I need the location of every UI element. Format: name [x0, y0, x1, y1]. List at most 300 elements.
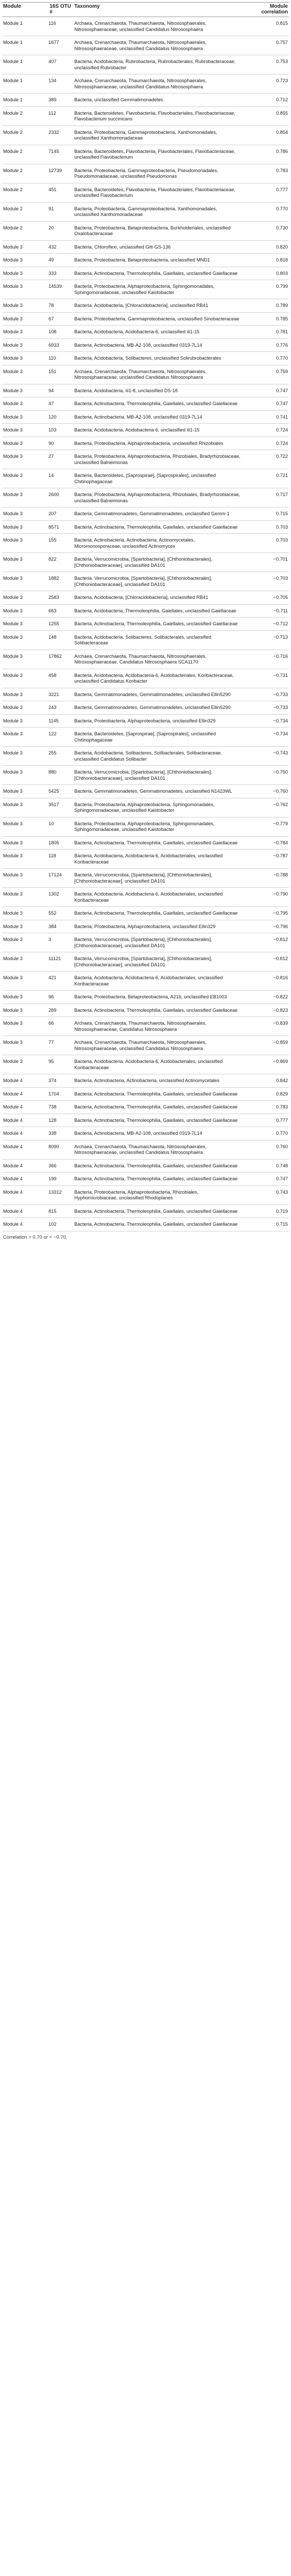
cell-module: Module 3: [2, 869, 48, 888]
cell-module: Module 3: [2, 688, 48, 701]
cell-correlation: 0.719: [244, 1205, 289, 1218]
cell-module: Module 1: [2, 36, 48, 55]
cell-correlation: 0.776: [244, 338, 289, 352]
cell-taxonomy: Bacteria, Actinobacteria, Thermoleophilia, Gaiellales, unclassified Gaiellaceae: [73, 397, 244, 411]
table-row: [2, 798, 289, 817]
cell-correlation: 0.803: [244, 267, 289, 280]
cell-correlation: −0.784: [244, 836, 289, 850]
cell-module: Module 3: [2, 920, 48, 933]
cell-taxonomy: Bacteria, Actinobacteria, MB-A2-108, unclassified 0319-7L14: [73, 410, 244, 424]
cell-correlation: 0.748: [244, 1159, 289, 1173]
table-row: [2, 1055, 289, 1074]
cell-taxonomy: Bacteria, Proteobacteria, Alphaproteobacteria, unclassified Ellin329: [73, 714, 244, 728]
cell-taxonomy: Bacteria, Proteobacteria, Alphaproteobacteria, Sphingomonadales, Sphingomonadaceae, unclassified Kaistobacter: [73, 280, 244, 299]
cell-otu: 128: [48, 1114, 73, 1127]
cell-otu: 1145: [48, 714, 73, 728]
cell-otu: 14: [48, 469, 73, 488]
table-row: [2, 469, 289, 488]
table-row: [2, 74, 289, 94]
cell-correlation: 0.777: [244, 183, 289, 202]
table-row: [2, 338, 289, 352]
table-row: [2, 1185, 289, 1205]
cell-otu: 3221: [48, 688, 73, 701]
cell-otu: 11121: [48, 952, 73, 971]
cell-module: Module 2: [2, 221, 48, 240]
table-row: [2, 507, 289, 521]
cell-otu: 880: [48, 766, 73, 785]
table-row: [2, 1205, 289, 1218]
cell-correlation: 0.760: [244, 1140, 289, 1159]
cell-otu: 116: [48, 17, 73, 36]
table-header: [2, 3, 289, 17]
cell-module: Module 3: [2, 507, 48, 521]
cell-taxonomy: Bacteria, Proteobacteria, Betaproteobacteria, Burkholderiales, unclassified Oxalobacteraceae: [73, 221, 244, 240]
cell-module: Module 3: [2, 437, 48, 450]
cell-module: Module 3: [2, 410, 48, 424]
cell-correlation: −0.734: [244, 728, 289, 747]
table-row: [2, 424, 289, 437]
cell-taxonomy: Bacteria, Proteobacteria, Alphaproteobacteria, Rhizobiales, Hyphomicrobiaceae, unclassified Rhodoplanes: [73, 1185, 244, 1205]
table-row: [2, 365, 289, 384]
cell-taxonomy: Bacteria, Gemmatimonadetes, Gemmatimonadetes, unclassified Ellin5290: [73, 701, 244, 715]
cell-correlation: −0.869: [244, 1055, 289, 1074]
cell-correlation: 0.730: [244, 221, 289, 240]
cell-taxonomy: Bacteria, Actinobacteria, MB-A2-108, unclassified 0319-7L14: [73, 338, 244, 352]
header-row: [2, 3, 289, 17]
cell-module: Module 3: [2, 604, 48, 618]
cell-otu: 155: [48, 534, 73, 553]
cell-taxonomy: Bacteria, Acidobacteria, Acidobacteria-6, Acidobacteriales, unclassified Koribacteraceae: [73, 850, 244, 869]
cell-module: Module 3: [2, 701, 48, 715]
table-row: [2, 618, 289, 631]
cell-correlation: 0.753: [244, 55, 289, 74]
cell-module: Module 4: [2, 1173, 48, 1186]
cell-correlation: −0.750: [244, 766, 289, 785]
cell-taxonomy: Bacteria, Acidobacteria, Acidobacteria-6, Acidobacteriales, unclassified Koribacteraceae: [73, 888, 244, 907]
cell-module: Module 4: [2, 1205, 48, 1218]
cell-otu: 112: [48, 106, 73, 126]
cell-taxonomy: Archaea, Crenarchaeota, Thaumarchaeota, Nitrososphaerales, Nitrososphaeraceae, Candidatus Nitrososphaera: [73, 1017, 244, 1036]
cell-taxonomy: Bacteria, Actinobacteria, Thermoleophilia, Gaiellales, unclassified Gaiellaceae: [73, 1114, 244, 1127]
cell-module: Module 1: [2, 17, 48, 36]
cell-taxonomy: Bacteria, Actinobacteria, Thermoleophilia, Gaiellales, unclassified Gaiellaceae: [73, 1218, 244, 1231]
cell-correlation: −0.762: [244, 798, 289, 817]
table-row: [2, 352, 289, 365]
table-row: [2, 971, 289, 991]
cell-taxonomy: Bacteria, Actinobacteria, Thermoleophilia, Gaiellales, unclassified Gaiellaceae: [73, 1101, 244, 1114]
cell-module: Module 3: [2, 384, 48, 397]
cell-otu: 5425: [48, 785, 73, 798]
cell-correlation: −0.711: [244, 604, 289, 618]
cell-correlation: 0.724: [244, 437, 289, 450]
cell-otu: 3: [48, 933, 73, 952]
cell-taxonomy: Bacteria, Verrucomicrobia, [Spartobacteria], [Chthoniobacterales], [Chthoniobacteraceae], unclassified DA101: [73, 933, 244, 952]
cell-otu: 90: [48, 437, 73, 450]
cell-module: Module 3: [2, 747, 48, 766]
cell-correlation: 0.783: [244, 164, 289, 183]
cell-module: Module 2: [2, 202, 48, 221]
cell-correlation: 0.854: [244, 126, 289, 145]
cell-correlation: 0.715: [244, 507, 289, 521]
table-row: [2, 991, 289, 1004]
cell-correlation: 0.723: [244, 74, 289, 94]
cell-module: Module 2: [2, 183, 48, 202]
table-row: [2, 907, 289, 920]
cell-module: Module 3: [2, 591, 48, 605]
cell-taxonomy: Bacteria, Actinobacteria, Thermoleophilia, Gaiellales, unclassified Gaiellaceae: [73, 1205, 244, 1218]
cell-taxonomy: Bacteria, Actinobacteria, Thermoleophilia, Gaiellales, unclassified Gaiellaceae: [73, 267, 244, 280]
cell-taxonomy: Archaea, Crenarchaeota, Thaumarchaeota, Nitrososphaerales, Nitrososphaeraceae, unclassified Candidatus Nitrososphaera: [73, 36, 244, 55]
table-row: [2, 17, 289, 36]
cell-correlation: 0.743: [244, 1185, 289, 1205]
table-row: [2, 36, 289, 55]
cell-otu: 366: [48, 1159, 73, 1173]
cell-taxonomy: Bacteria, Acidobacteria, Solibacteres, Solibacterales, Solibacteraceae, unclassified Candidatus Solibacter: [73, 747, 244, 766]
cell-module: Module 3: [2, 553, 48, 572]
cell-taxonomy: Bacteria, Proteobacteria, Alphaproteobacteria, Sphingomonadales, Sphingomonadaceae, unclassified Kaistobacter: [73, 817, 244, 836]
cell-correlation: 0.815: [244, 17, 289, 36]
cell-taxonomy: Bacteria, Proteobacteria, Gammaproteobacteria, Pseudomonadales, Pseudomonadaceae, unclassified Pseudomonas: [73, 164, 244, 183]
cell-taxonomy: Archaea, Crenarchaeota, Thaumarchaeota, Nitrososphaerales, Nitrososphaeraceae, unclassified Candidatus Nitrososphaera: [73, 17, 244, 36]
cell-correlation: 0.799: [244, 280, 289, 299]
cell-module: Module 3: [2, 714, 48, 728]
cell-taxonomy: Archaea, Crenarchaeota, Thaumarchaeota, Nitrososphaerales, Nitrososphaeraceae, unclassified Candidatus Nitrososphaera: [73, 74, 244, 94]
table-row: [2, 1114, 289, 1127]
cell-correlation: 0.712: [244, 94, 289, 107]
table-row: [2, 437, 289, 450]
cell-correlation: 0.759: [244, 365, 289, 384]
cell-correlation: 0.842: [244, 1074, 289, 1088]
cell-correlation: 0.724: [244, 424, 289, 437]
cell-taxonomy: Bacteria, Proteobacteria, Gammaproteobacteria, Xanthomonadales, unclassified Xanthomonadaceae: [73, 202, 244, 221]
table-row: [2, 126, 289, 145]
cell-module: Module 3: [2, 971, 48, 991]
table-row: [2, 55, 289, 74]
table-row: [2, 836, 289, 850]
cell-correlation: 0.721: [244, 469, 289, 488]
table-row: [2, 164, 289, 183]
table-row: [2, 714, 289, 728]
cell-taxonomy: Bacteria, Actinobacteria, Thermoleophilia, Gaiellales, unclassified Gaiellaceae: [73, 1173, 244, 1186]
cell-otu: 407: [48, 55, 73, 74]
cell-taxonomy: Bacteria, Proteobacteria, Alphaproteobacteria, Sphingomonadales, Sphingomonadaceae, unclassified Kaistobacter: [73, 798, 244, 817]
table-row: [2, 534, 289, 553]
cell-module: Module 3: [2, 1055, 48, 1074]
cell-module: Module 4: [2, 1101, 48, 1114]
table-row: [2, 384, 289, 397]
cell-correlation: 0.703: [244, 534, 289, 553]
cell-taxonomy: Bacteria, Acidobacteria, iii1-8, unclassified DS-18: [73, 384, 244, 397]
cell-taxonomy: Bacteria, Acidobacteria, Thermoleophilia, Gaiellales, unclassified Gaiellaceae: [73, 604, 244, 618]
cell-correlation: 0.747: [244, 384, 289, 397]
cell-otu: 151: [48, 365, 73, 384]
cell-module: Module 4: [2, 1074, 48, 1088]
cell-correlation: 0.770: [244, 202, 289, 221]
cell-taxonomy: Bacteria, Acidobacteria, Acidobacteria-6, unclassified iii1-15: [73, 326, 244, 339]
cell-otu: 120: [48, 410, 73, 424]
cell-taxonomy: Bacteria, Acidobacteria, Solibacteres, Solibacterales, unclassified Solibacteraceae: [73, 630, 244, 650]
cell-taxonomy: Archaea, Crenarchaeota, Thaumarchaeota, Nitrososphaerales, Nitrososphaeraceae, unclassified Candidatus Nitrososphaera: [73, 1036, 244, 1055]
cell-taxonomy: Bacteria, Acidobacteria, Acidobacteria-6, Acidobacteriales, unclassified Koribacteraceae: [73, 971, 244, 991]
cell-module: Module 3: [2, 280, 48, 299]
cell-otu: 421: [48, 971, 73, 991]
cell-otu: 95: [48, 1055, 73, 1074]
table-row: [2, 1101, 289, 1114]
cell-module: Module 2: [2, 106, 48, 126]
cell-taxonomy: Bacteria, Proteobacteria, Betaproteobacteria, A21b, unclassified EB1003: [73, 991, 244, 1004]
cell-correlation: 0.722: [244, 450, 289, 469]
header-correlation: Module correlation: [244, 3, 289, 17]
cell-correlation: −0.859: [244, 1036, 289, 1055]
cell-module: Module 3: [2, 650, 48, 669]
cell-correlation: 0.757: [244, 36, 289, 55]
cell-module: Module 3: [2, 785, 48, 798]
cell-taxonomy: Bacteria, unclassified Gemmatimonadetes: [73, 94, 244, 107]
cell-otu: 103: [48, 424, 73, 437]
table-row: [2, 202, 289, 221]
cell-taxonomy: Bacteria, Proteobacteria, Alphaproteobacteria, Rhizobiales, Bradyrhizobiaceae, unclassified Balneimonas: [73, 450, 244, 469]
cell-taxonomy: Bacteria, Actinobacteria, Actinobacteria, Actinomycetales, Micromonosporaceae, unclassified Actinomyces: [73, 534, 244, 553]
table-row: [2, 488, 289, 507]
cell-correlation: −0.839: [244, 1017, 289, 1036]
table-row: [2, 669, 289, 688]
cell-module: Module 3: [2, 888, 48, 907]
table-row: [2, 920, 289, 933]
cell-correlation: −0.779: [244, 817, 289, 836]
cell-correlation: 0.747: [244, 1173, 289, 1186]
cell-taxonomy: Bacteria, Gemmatimonadetes, Gemmatimonadetes, unclassified Ellin5290: [73, 688, 244, 701]
cell-taxonomy: Bacteria, Acidobacteria, Acidobacteria-6, Acidobacteriales, unclassified Koribacteraceae: [73, 1055, 244, 1074]
table-row: [2, 1017, 289, 1036]
cell-correlation: −0.713: [244, 630, 289, 650]
cell-otu: 118: [48, 850, 73, 869]
cell-taxonomy: Bacteria, Acidobacteria, Acidobacteria-6, unclassified iii1-15: [73, 424, 244, 437]
cell-correlation: −0.790: [244, 888, 289, 907]
cell-module: Module 2: [2, 126, 48, 145]
cell-correlation: −0.731: [244, 669, 289, 688]
table-body: [2, 17, 289, 1231]
cell-correlation: −0.796: [244, 920, 289, 933]
cell-module: Module 4: [2, 1140, 48, 1159]
cell-correlation: −0.716: [244, 650, 289, 669]
cell-correlation: 0.783: [244, 1101, 289, 1114]
table-row: [2, 1173, 289, 1186]
cell-correlation: −0.701: [244, 553, 289, 572]
cell-correlation: 0.789: [244, 299, 289, 313]
cell-otu: 1704: [48, 1087, 73, 1101]
table-row: [2, 299, 289, 313]
table-container: [0, 0, 291, 1243]
cell-taxonomy: Bacteria, Proteobacteria, Betaproteobacteria, unclassified MND1: [73, 254, 244, 267]
table-row: [2, 553, 289, 572]
cell-otu: 20: [48, 221, 73, 240]
cell-otu: 148: [48, 630, 73, 650]
table-row: [2, 701, 289, 715]
cell-otu: 94: [48, 384, 73, 397]
cell-taxonomy: Bacteria, Gemmatimonadetes, Gemmatimonadetes, unclassified N1423WL: [73, 785, 244, 798]
cell-correlation: −0.760: [244, 785, 289, 798]
cell-taxonomy: Bacteria, Gemmatimonadetes, Gemmatimonadetes, unclassified Gemm-1: [73, 507, 244, 521]
cell-module: Module 3: [2, 669, 48, 688]
cell-otu: 333: [48, 267, 73, 280]
cell-otu: 374: [48, 1074, 73, 1088]
cell-taxonomy: Bacteria, Verrucomicrobia, [Spartobacteria], [Chthoniobacterales], [Chthoniobacteraceae], unclassified DA101: [73, 572, 244, 591]
cell-otu: 66: [48, 1017, 73, 1036]
cell-otu: 108: [48, 326, 73, 339]
header-module: Module: [2, 3, 48, 17]
cell-module: Module 3: [2, 520, 48, 534]
cell-otu: 77: [48, 1036, 73, 1055]
table-row: [2, 326, 289, 339]
cell-module: Module 3: [2, 1004, 48, 1017]
cell-correlation: 0.777: [244, 1114, 289, 1127]
cell-otu: 122: [48, 728, 73, 747]
cell-module: Module 3: [2, 766, 48, 785]
cell-otu: 2583: [48, 591, 73, 605]
table-row: [2, 254, 289, 267]
cell-module: Module 3: [2, 798, 48, 817]
cell-module: Module 3: [2, 572, 48, 591]
cell-otu: 1677: [48, 36, 73, 55]
cell-otu: 96: [48, 991, 73, 1004]
cell-correlation: 0.855: [244, 106, 289, 126]
cell-taxonomy: Bacteria, Acidobacteria, [Chloracidobacteria], unclassified RB41: [73, 299, 244, 313]
cell-otu: 451: [48, 183, 73, 202]
cell-otu: 110: [48, 352, 73, 365]
table-row: [2, 145, 289, 164]
cell-module: Module 3: [2, 618, 48, 631]
cell-otu: 134: [48, 74, 73, 94]
cell-module: Module 3: [2, 352, 48, 365]
cell-taxonomy: Bacteria, Actinobacteria, MB-A2-108, unclassified 0319-7L14: [73, 1127, 244, 1140]
cell-correlation: −0.788: [244, 869, 289, 888]
cell-module: Module 3: [2, 299, 48, 313]
table-row: [2, 397, 289, 411]
cell-correlation: −0.795: [244, 907, 289, 920]
cell-module: Module 3: [2, 817, 48, 836]
cell-module: Module 1: [2, 74, 48, 94]
cell-taxonomy: Archaea, Crenarchaeota, Thaumarchaeota, Nitrososphaerales, Nitrososphaeraceae, unclassified Candidatus Nitrososphaera: [73, 1140, 244, 1159]
cell-correlation: −0.712: [244, 618, 289, 631]
table-row: [2, 785, 289, 798]
cell-otu: 47: [48, 397, 73, 411]
table-row: [2, 183, 289, 202]
cell-correlation: 0.703: [244, 520, 289, 534]
cell-otu: 432: [48, 240, 73, 254]
table-row: [2, 410, 289, 424]
table-row: [2, 106, 289, 126]
cell-module: Module 3: [2, 907, 48, 920]
cell-otu: 552: [48, 907, 73, 920]
cell-module: Module 4: [2, 1114, 48, 1127]
cell-otu: 10: [48, 817, 73, 836]
table-row: [2, 1218, 289, 1231]
cell-module: Module 4: [2, 1185, 48, 1205]
cell-module: Module 3: [2, 630, 48, 650]
table-row: [2, 572, 289, 591]
cell-otu: 27: [48, 450, 73, 469]
cell-otu: 2332: [48, 126, 73, 145]
table-row: [2, 604, 289, 618]
cell-correlation: −0.743: [244, 747, 289, 766]
cell-module: Module 3: [2, 365, 48, 384]
table-row: [2, 1127, 289, 1140]
cell-module: Module 3: [2, 240, 48, 254]
cell-taxonomy: Bacteria, Bacteroidetes, Flavobacteriia, Flavobacteriales, Flavobacteriaceae, unclassified Flavobacterium: [73, 145, 244, 164]
cell-correlation: −0.816: [244, 971, 289, 991]
table-row: [2, 1159, 289, 1173]
cell-module: Module 3: [2, 1017, 48, 1036]
table-row: [2, 240, 289, 254]
cell-correlation: 0.741: [244, 410, 289, 424]
cell-module: Module 3: [2, 424, 48, 437]
cell-taxonomy: Bacteria, Actinobacteria, Thermoleophilia, Gaiellales, unclassified Gaiellaceae: [73, 520, 244, 534]
table-row: [2, 1036, 289, 1055]
cell-module: Module 3: [2, 450, 48, 469]
cell-correlation: 0.786: [244, 145, 289, 164]
cell-module: Module 3: [2, 312, 48, 326]
cell-module: Module 3: [2, 991, 48, 1004]
table-row: [2, 933, 289, 952]
cell-taxonomy: Bacteria, Actinobacteria, Thermoleophilia, Gaiellales, unclassified Gaiellaceae: [73, 618, 244, 631]
cell-otu: 384: [48, 920, 73, 933]
cell-taxonomy: Bacteria, Bacteroidetes, Flavobacteriia, Flavobacteriales, Flavobacteriaceae, unclassified Flavobacterium: [73, 183, 244, 202]
cell-taxonomy: Bacteria, Proteobacteria, Alphaproteobacteria, unclassified Rhizobiales: [73, 437, 244, 450]
cell-otu: 2600: [48, 488, 73, 507]
table-row: [2, 869, 289, 888]
cell-correlation: −0.734: [244, 714, 289, 728]
cell-module: Module 3: [2, 952, 48, 971]
cell-module: Module 3: [2, 254, 48, 267]
cell-module: Module 4: [2, 1087, 48, 1101]
table-row: [2, 591, 289, 605]
cell-correlation: 0.785: [244, 312, 289, 326]
cell-module: Module 3: [2, 338, 48, 352]
cell-taxonomy: Bacteria, Verrucomicrobia, [Spartobacteria], [Chthoniobacterales], [Chthoniobacteraceae], unclassified DA101: [73, 952, 244, 971]
cell-otu: 289: [48, 1004, 73, 1017]
table-row: [2, 267, 289, 280]
cell-otu: 822: [48, 553, 73, 572]
cell-module: Module 4: [2, 1127, 48, 1140]
cell-taxonomy: Bacteria, Bacteroidetes, [Saprospirae], [Saprospirales], unclassified Chitinophagaceae: [73, 728, 244, 747]
cell-taxonomy: Bacteria, Proteobacteria, Gammaproteobacteria, Xanthomonadales, unclassified Xanthomonadaceae: [73, 126, 244, 145]
cell-otu: 102: [48, 1218, 73, 1231]
table-footnote: Correlation > 0.70 or < −0.70.: [3, 1234, 68, 1240]
cell-module: Module 3: [2, 397, 48, 411]
table-row: [2, 952, 289, 971]
cell-otu: 458: [48, 669, 73, 688]
cell-module: Module 2: [2, 164, 48, 183]
cell-taxonomy: Bacteria, Actinobacteria, Thermoleophilia, Gaiellales, unclassified Gaiellaceae: [73, 1087, 244, 1101]
cell-module: Module 3: [2, 933, 48, 952]
cell-taxonomy: Bacteria, Chloroflexi, unclassified Gitt-GS-136: [73, 240, 244, 254]
table-row: [2, 630, 289, 650]
cell-otu: 17124: [48, 869, 73, 888]
cell-module: Module 3: [2, 326, 48, 339]
cell-taxonomy: Bacteria, Actinobacteria, Actinobacteria, unclassified Actinomycetales: [73, 1074, 244, 1088]
cell-otu: 14539: [48, 280, 73, 299]
cell-taxonomy: Bacteria, Proteobacteria, Alphaproteobacteria, Rhizobiales, Bradyrhizobiaceae, unclassified Balneimonas: [73, 488, 244, 507]
cell-taxonomy: Bacteria, Verrucomicrobia, [Spartobacteria], [Chthoniobacterales], [Chthoniobacteraceae], unclassified DA101: [73, 553, 244, 572]
cell-otu: 7145: [48, 145, 73, 164]
cell-module: Module 3: [2, 534, 48, 553]
cell-otu: 91: [48, 202, 73, 221]
cell-taxonomy: Archaea, Crenarchaeota, Thaumarchaeota, Nitrososphaerales, Nitrososphaeraceae, Candidatus Nitrososphaera SCA1170: [73, 650, 244, 669]
cell-otu: 1882: [48, 572, 73, 591]
cell-otu: 199: [48, 1173, 73, 1186]
cell-otu: 255: [48, 747, 73, 766]
cell-correlation: −0.812: [244, 952, 289, 971]
